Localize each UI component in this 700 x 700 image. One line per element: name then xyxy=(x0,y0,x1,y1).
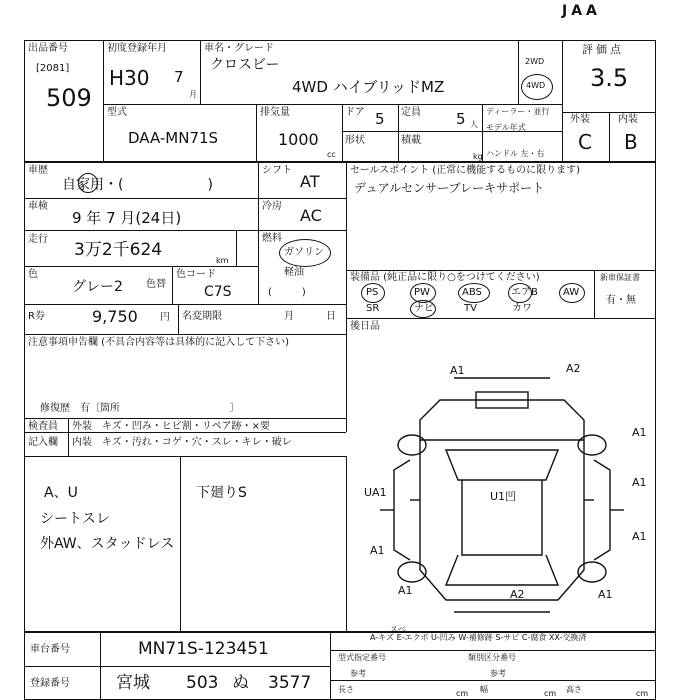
fuel-label: 燃料 xyxy=(262,233,282,244)
vin-value: MN71S-123451 xyxy=(138,639,269,659)
usage-value: 自家用・( ) xyxy=(62,177,213,193)
mileage-label: 走行 xyxy=(28,234,48,245)
interior-grade: B xyxy=(624,130,638,154)
new-warranty-label: 新車保証書 xyxy=(600,273,640,282)
name-change-day: 日 xyxy=(326,311,336,322)
load-unit: kg xyxy=(473,152,483,161)
fuel-gasoline: ガソリン xyxy=(284,247,324,258)
note-line-1: A、U xyxy=(44,485,78,501)
mileage-value: 3万2千624 xyxy=(74,240,163,260)
footer-cm-1: cm xyxy=(456,689,469,698)
mark-a1-front: A1 xyxy=(450,364,465,377)
sales-point-label: セールスポイント (正常に機能するものに限ります) xyxy=(350,165,581,176)
plate-kana: ぬ xyxy=(232,673,249,693)
name-change-label: 名変期限 xyxy=(182,311,222,322)
equip-tv: TV xyxy=(464,303,477,314)
equipment-label: 装備品 (純正品に限り○をつけてください) xyxy=(350,272,540,283)
model-label: 型式 xyxy=(107,107,127,118)
plate-region: 宮城 xyxy=(116,673,150,693)
capacity-value: 5 xyxy=(456,110,466,128)
model-value: DAA-MN71S xyxy=(128,129,219,147)
mark-ua1: UA1 xyxy=(364,486,387,499)
equip-airbag: エアB xyxy=(511,287,538,298)
usage-circle xyxy=(78,173,98,193)
lot-label: 出品番号 xyxy=(28,43,68,54)
footer-ref-1: 参考 xyxy=(350,669,366,678)
note-line-3: 外AW、スタッドレス xyxy=(40,536,175,552)
later-label: 後日品 xyxy=(350,321,380,332)
vehicle-name-label: 車名・グレード xyxy=(204,43,274,54)
lot-number: 509 xyxy=(46,84,92,112)
mark-a1-right-rear: A1 xyxy=(632,530,647,543)
displacement-value: 1000 xyxy=(278,130,319,149)
mark-a1-right-front: A1 xyxy=(632,426,647,439)
equip-ps: PS xyxy=(366,287,379,298)
shape-label: 形状 xyxy=(345,135,365,146)
mileage-unit: km xyxy=(216,256,229,265)
underside-note: 下廻りS xyxy=(196,485,247,501)
displacement-unit: cc xyxy=(327,150,336,159)
drive-4wd: 4WD xyxy=(526,81,546,90)
notes-label: 注意事項申告欄 (不具合内容等は具体的に記入して下さい) xyxy=(28,337,289,348)
displacement-label: 排気量 xyxy=(260,107,290,118)
footer-cm-3: cm xyxy=(636,689,649,698)
fuel-diesel: 軽油 xyxy=(284,267,304,278)
doors-label: ドア xyxy=(345,107,365,118)
logo-text: JAA xyxy=(562,3,601,19)
record-label: 記入欄 xyxy=(28,437,58,448)
grade-label: 評価点 xyxy=(582,43,624,56)
shift-value: AT xyxy=(300,172,320,191)
sales-point-value: デュアルセンサーブレーキサポート xyxy=(354,181,545,195)
cooler-label: 冷房 xyxy=(262,201,282,212)
mark-a1-right-mid: A1 xyxy=(632,476,647,489)
fuel-other: ( ) xyxy=(268,287,306,298)
mark-a1-rear-right: A1 xyxy=(598,588,613,601)
color-code-label: 色コード xyxy=(176,269,216,280)
mark-a1-left: A1 xyxy=(370,544,385,557)
grade-score: 3.5 xyxy=(590,64,629,92)
new-warranty-value: 有・無 xyxy=(606,295,636,306)
equip-sr: SR xyxy=(366,303,380,314)
shift-label: シフト xyxy=(262,165,292,176)
recycle-unit: 円 xyxy=(160,312,170,323)
registration-month-unit: 月 xyxy=(189,90,197,99)
color-change-label: 色替 xyxy=(146,279,166,290)
recycle-value: 9,750 xyxy=(92,307,138,326)
exterior-grade: C xyxy=(578,130,592,154)
plate-class: 503 xyxy=(186,673,219,693)
diagram-legend: A-キズ E-エクボ U-凹み W-補修跡 S-サビ C-腐食 XX-交換済 xyxy=(370,633,587,642)
note-line-2: シートスレ xyxy=(40,511,110,527)
plate-label: 登録番号 xyxy=(30,678,70,689)
equip-navi: ナビ xyxy=(414,303,434,314)
registration-year: H30 xyxy=(109,66,150,90)
model-year-label: モデル年式 xyxy=(486,123,526,132)
mark-a1-rear-left: A1 xyxy=(398,584,413,597)
vehicle-grade: 4WD ハイブリッドMZ xyxy=(292,78,445,96)
equip-leather: カワ xyxy=(512,303,532,314)
footer-ref-2: 参考 xyxy=(490,669,506,678)
color-label: 色 xyxy=(28,269,38,280)
interior-label: 内装 xyxy=(618,114,638,125)
repair-history: 修復歴 有〔箇所 〕 xyxy=(40,403,240,414)
footer-height: 高さ xyxy=(566,685,582,694)
footer-width: 幅 xyxy=(480,685,488,694)
registration-month: 7 xyxy=(174,68,184,86)
color-value: グレー2 xyxy=(72,279,123,295)
recycle-label: R券 xyxy=(28,311,45,322)
capacity-unit: 人 xyxy=(470,120,478,129)
check-label: 検査員 xyxy=(28,421,58,432)
car-diagram xyxy=(350,350,656,632)
vehicle-name: クロスビー xyxy=(210,57,280,73)
cooler-value: AC xyxy=(300,206,322,225)
equip-pw: PW xyxy=(414,287,430,298)
mark-mirror: スベ xyxy=(390,625,406,632)
mark-u1: U1凹 xyxy=(490,490,517,503)
footer-shape-label: 型式指定番号 xyxy=(338,653,386,662)
interior-items: 内装 キズ・汚れ・コゲ・穴・スレ・キレ・破レ xyxy=(72,437,292,448)
dealer-label: ディーラー・並行 xyxy=(486,107,550,116)
fuel-circle xyxy=(279,239,331,267)
mark-a2-rear: A2 xyxy=(510,588,525,601)
mark-a2-front: A2 xyxy=(566,362,581,375)
footer-length: 長さ xyxy=(338,685,354,694)
exterior-items: 外装 キズ・凹み・ヒビ割・リペア跡・×要 xyxy=(72,421,270,432)
registration-label: 初度登録年月 xyxy=(107,43,167,54)
inspection-value: 9 年 7 月(24日) xyxy=(72,209,182,227)
color-code: C7S xyxy=(204,284,232,300)
usage-label: 車歴 xyxy=(28,165,48,176)
doors-value: 5 xyxy=(375,110,385,128)
name-change-month: 月 xyxy=(284,311,294,322)
equip-abs: ABS xyxy=(462,287,482,298)
footer-cm-2: cm xyxy=(544,689,557,698)
plate-number: 3577 xyxy=(268,673,312,693)
drive-2wd: 2WD xyxy=(525,57,545,66)
inspection-label: 車検 xyxy=(28,201,48,212)
equip-aw: AW xyxy=(563,287,580,298)
steering-label: ハンドル 左・右 xyxy=(486,149,545,158)
capacity-label: 定員 xyxy=(401,107,421,118)
load-label: 積載 xyxy=(401,135,421,146)
vin-label: 車台番号 xyxy=(30,644,70,655)
footer-category-label: 類別区分番号 xyxy=(468,653,516,662)
exterior-label: 外装 xyxy=(570,114,590,125)
lot-sub: [2081] xyxy=(36,63,70,74)
